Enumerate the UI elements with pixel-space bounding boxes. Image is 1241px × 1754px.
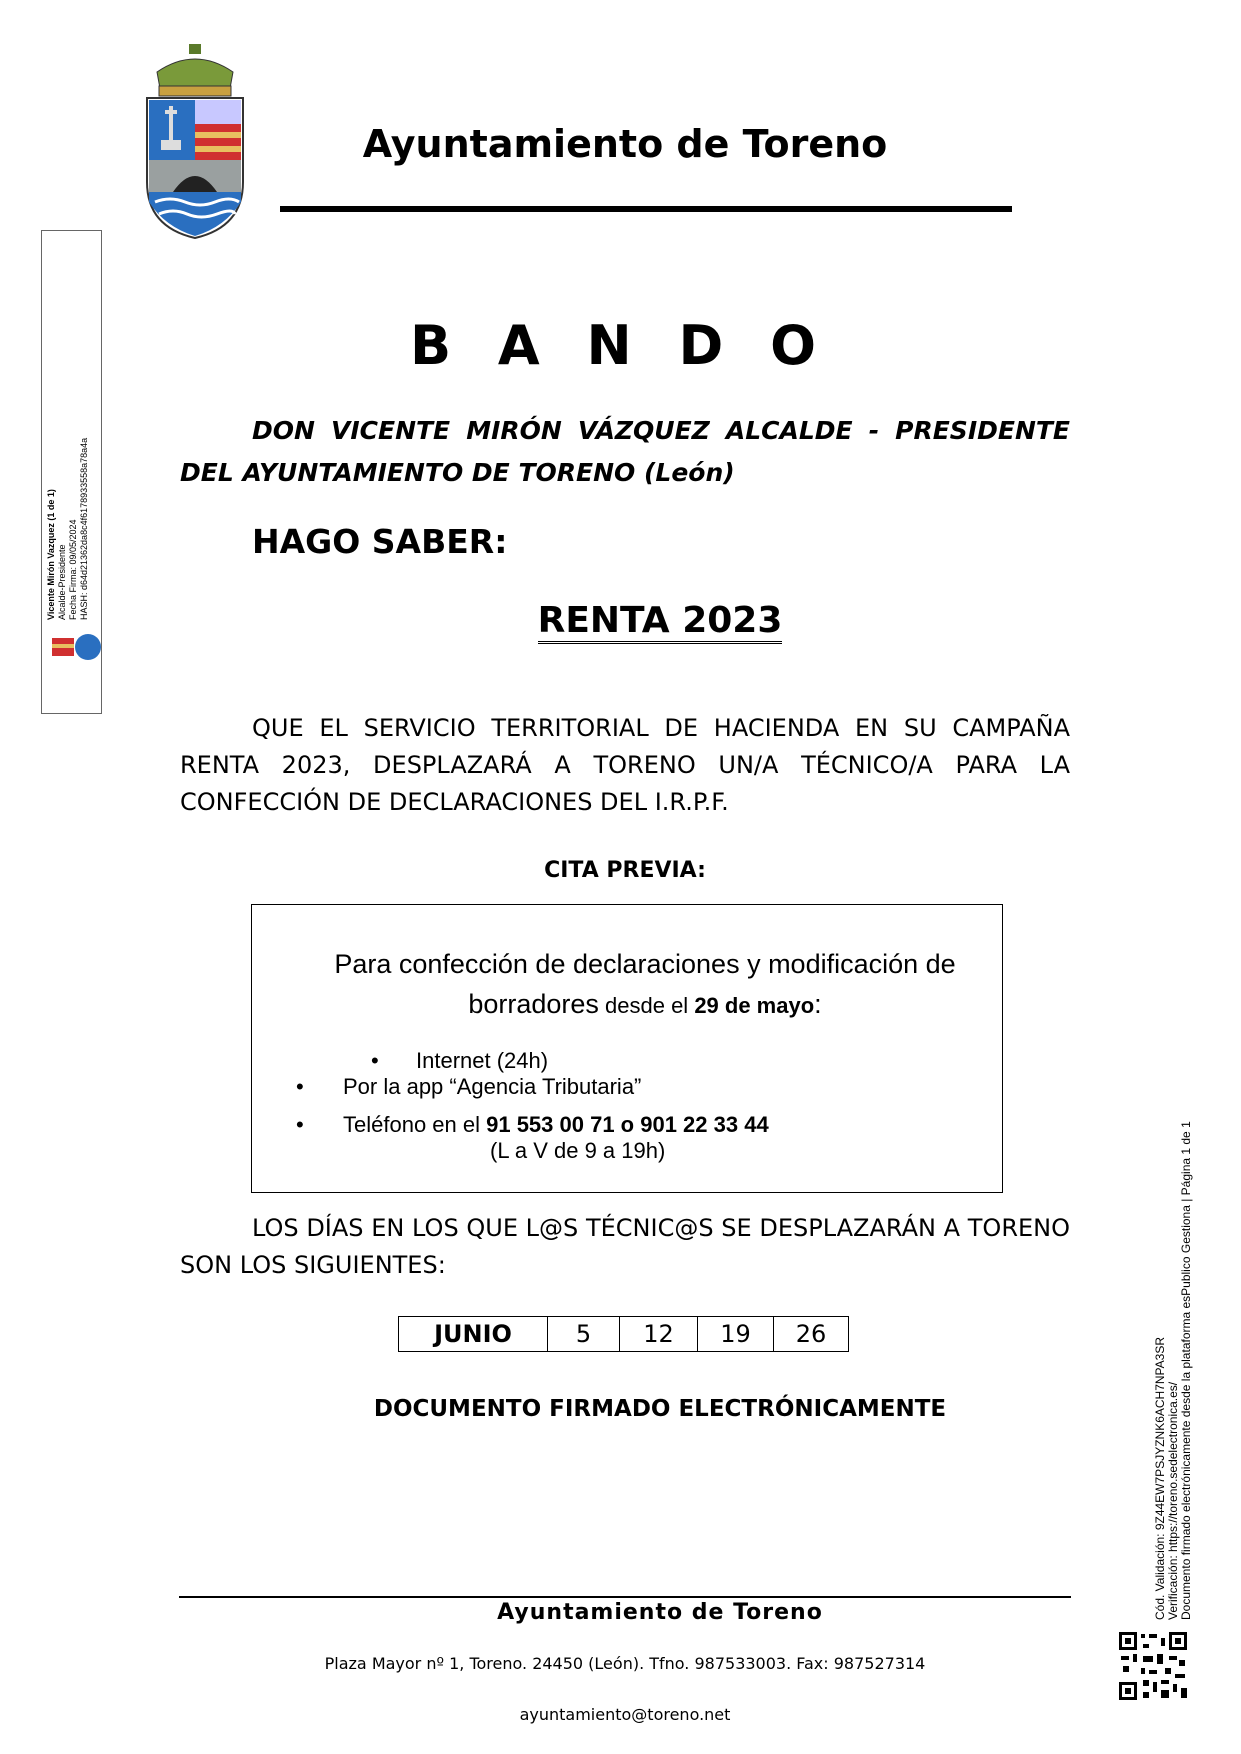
renta-title: [460, 600, 860, 641]
document-title: B A N D O: [409, 314, 831, 377]
table-month-cell: JUNIO: [399, 1317, 548, 1352]
mayor-statement: DON VICENTE MIRÓN VÁZQUEZ ALCALDE - PRESIDENTE DEL AYUNTAMIENTO DE TORENO (León): [180, 416, 1070, 487]
signature-date: Fecha Firma: 09/05/2024: [68, 519, 78, 620]
qr-code-icon[interactable]: [1117, 1630, 1189, 1702]
bullet-icon: •: [296, 1074, 304, 1099]
header-title: Ayuntamiento de Toreno: [362, 122, 888, 166]
phone-hours: (L a V de 9 a 19h): [490, 1138, 666, 1163]
appointment-intro-colon: :: [814, 989, 822, 1019]
bullet-icon: •: [296, 1112, 304, 1137]
signature-hash: HASH: d64d21362da8c4f6178933558a78a4a: [79, 437, 89, 620]
signature-signer: Vicente Mirón Vazquez (1 de 1): [46, 489, 56, 620]
hago-saber-heading: HAGO SABER:: [252, 522, 508, 561]
municipal-crest-logo: [145, 42, 245, 240]
table-day-cell: 12: [620, 1317, 698, 1352]
phone-numbers: 91 553 00 71 o 901 22 33 44: [486, 1112, 769, 1137]
bullet-icon: •: [371, 1048, 379, 1073]
table-day-cell: 19: [698, 1317, 774, 1352]
verification-text: [1154, 1090, 1193, 1620]
table-day-cell: 26: [774, 1317, 849, 1352]
appointment-start-date: 29 de mayo: [694, 993, 815, 1018]
table-day-cell: 5: [548, 1317, 620, 1352]
footer-rule: [179, 1596, 1071, 1598]
appointment-intro: [300, 944, 990, 1026]
bullet-phone: [343, 1112, 769, 1138]
bullet-app: Por la app “Agencia Tributaria”: [343, 1074, 642, 1099]
footer-address: Plaza Mayor nº 1, Toreno. 24450 (León). Tfno. 987533003. Fax: 987527314: [324, 1654, 926, 1673]
bullet-internet: Internet (24h): [416, 1048, 549, 1073]
renta-title-text: RENTA 2023: [538, 600, 783, 644]
cita-previa-heading: CITA PREVIA:: [544, 858, 706, 883]
header-rule: [280, 206, 1012, 212]
appointment-intro-from: desde el: [598, 993, 695, 1018]
signature-crest-icon: [48, 632, 104, 662]
appointment-intro-main: Para confección de declaraciones y modificación de borradores: [334, 949, 956, 1019]
table-row: [399, 1317, 849, 1352]
signature-role: Alcalde-Presidente: [57, 544, 67, 620]
verification-url: Verificación: https://toreno.sedelectronica.es/: [1166, 1381, 1180, 1620]
phone-prefix: Teléfono en el: [343, 1112, 487, 1137]
days-paragraph: LOS DÍAS EN LOS QUE L@S TÉCNIC@S SE DESPLAZARÁN A TORENO SON LOS SIGUIENTES:: [180, 1214, 1070, 1279]
verification-platform: Documento firmado electrónicamente desde la plataforma esPublico Gestiona | Página 1 de 1: [1179, 1121, 1193, 1620]
days-table: [398, 1316, 849, 1352]
announcement-paragraph: QUE EL SERVICIO TERRITORIAL DE HACIENDA EN SU CAMPAÑA RENTA 2023, DESPLAZARÁ A TORENO UN/A TÉCNICO/A PARA LA CONFECCIÓN DE DECLARACIONES DEL I.R.P.F.: [180, 714, 1070, 816]
verification-code: Cód. Validación: 9Z44EW7PSJYZNK6ACH7NPA3SR: [1153, 1336, 1167, 1620]
footer-email-link[interactable]: ayuntamiento@toreno.net: [519, 1705, 731, 1724]
signature-text: [46, 170, 92, 620]
footer-name: Ayuntamiento de Toreno: [497, 1600, 823, 1625]
signed-note: DOCUMENTO FIRMADO ELECTRÓNICAMENTE: [373, 1396, 947, 1422]
